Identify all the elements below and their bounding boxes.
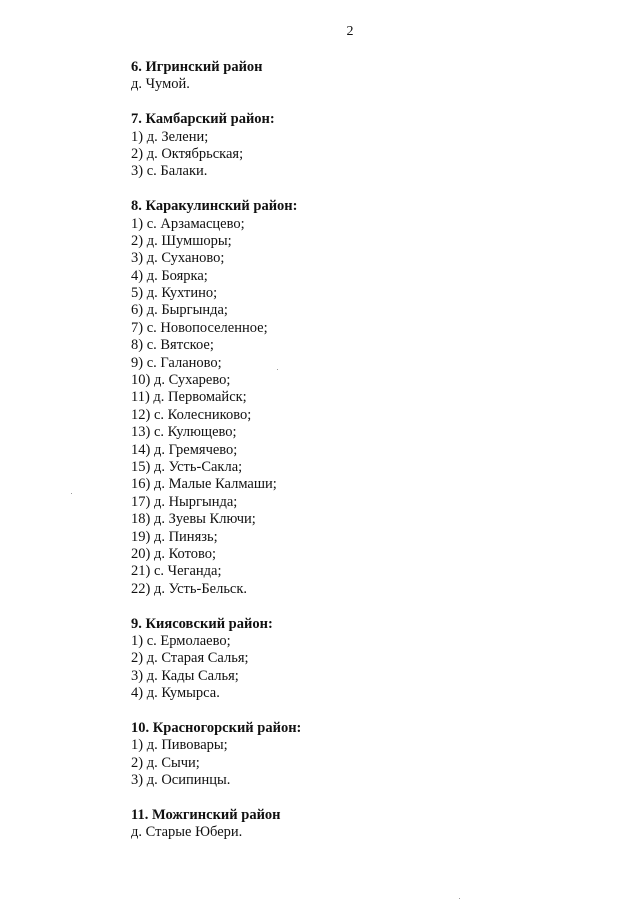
settlement-item: 12) с. Колесниково;: [131, 406, 252, 423]
settlement-item: 21) с. Чеганда;: [131, 563, 222, 580]
district-title: 6. Игринский район: [131, 59, 263, 75]
settlement-item: 11) д. Первомайск;: [131, 389, 247, 406]
settlement-item: 19) д. Пинязь;: [131, 528, 218, 545]
settlement-list: [131, 129, 591, 181]
settlement-item: 2) д. Сычи;: [131, 754, 200, 771]
settlement-item: 14) д. Гремячево;: [131, 441, 238, 458]
district-title: 8. Каракулинский район:: [131, 198, 298, 215]
settlement-list: [131, 76, 591, 93]
settlement-item: 3) с. Балаки.: [131, 163, 208, 180]
settlement-item: д. Чумой.: [131, 76, 190, 93]
district-list: [131, 59, 591, 859]
settlement-item: 1) с. Ермолаево;: [131, 632, 231, 649]
settlement-item: 9) с. Галаново;: [131, 354, 222, 371]
settlement-list: [131, 216, 591, 599]
scan-speck: [71, 493, 72, 494]
scan-speck: [277, 369, 278, 370]
settlement-item: 3) д. Суханово;: [131, 250, 225, 267]
settlement-item: 20) д. Котово;: [131, 545, 217, 562]
district-karakulinsky: [131, 198, 591, 598]
settlement-item: 4) д. Кумырса.: [131, 685, 220, 702]
settlement-item: 8) с. Вятское;: [131, 337, 214, 354]
settlement-item: 16) д. Малые Калмаши;: [131, 476, 277, 493]
settlement-item: 1) д. Пивовары;: [131, 737, 228, 754]
district-kambarsky: [131, 111, 591, 181]
district-igrinsky: [131, 59, 591, 94]
settlement-item: 17) д. Ныргында;: [131, 493, 238, 510]
settlement-item: 1) д. Зелени;: [131, 128, 209, 145]
settlement-list: [131, 737, 591, 789]
settlement-item: 4) д. Боярка;: [131, 267, 208, 284]
settlement-item: 5) д. Кухтино;: [131, 285, 218, 302]
district-title: 9. Киясовский район:: [131, 615, 273, 632]
district-title: 11. Можгинский район: [131, 806, 281, 823]
district-krasnogorsky: [131, 720, 591, 790]
district-kiyasovsky: [131, 616, 591, 703]
settlement-item: 2) д. Старая Салья;: [131, 650, 249, 667]
settlement-item: 18) д. Зуевы Ключи;: [131, 511, 256, 528]
settlement-item: 22) д. Усть-Бельск.: [131, 580, 248, 597]
scan-speck: [459, 898, 460, 899]
settlement-item: д. Старые Юбери.: [131, 824, 243, 841]
settlement-item: 10) д. Сухарево;: [131, 372, 231, 389]
settlement-item: 2) д. Шумшоры;: [131, 232, 232, 249]
settlement-item: 1) с. Арзамасцево;: [131, 215, 245, 232]
district-title: 7. Камбарский район:: [131, 111, 275, 128]
page-number: 2: [346, 24, 354, 39]
settlement-item: 7) с. Новопоселенное;: [131, 319, 268, 336]
settlement-item: 13) с. Кулющево;: [131, 424, 237, 441]
settlement-list: [131, 824, 591, 841]
settlement-item: 6) д. Быргында;: [131, 302, 228, 319]
settlement-item: 3) д. Осипинцы.: [131, 772, 231, 789]
settlement-item: 15) д. Усть-Сакла;: [131, 458, 243, 475]
settlement-list: [131, 633, 591, 703]
district-mozhginsky: [131, 807, 591, 842]
settlement-item: 2) д. Октябрьская;: [131, 145, 244, 162]
district-title: 10. Красногорский район:: [131, 719, 302, 736]
settlement-item: 3) д. Кады Салья;: [131, 667, 239, 684]
